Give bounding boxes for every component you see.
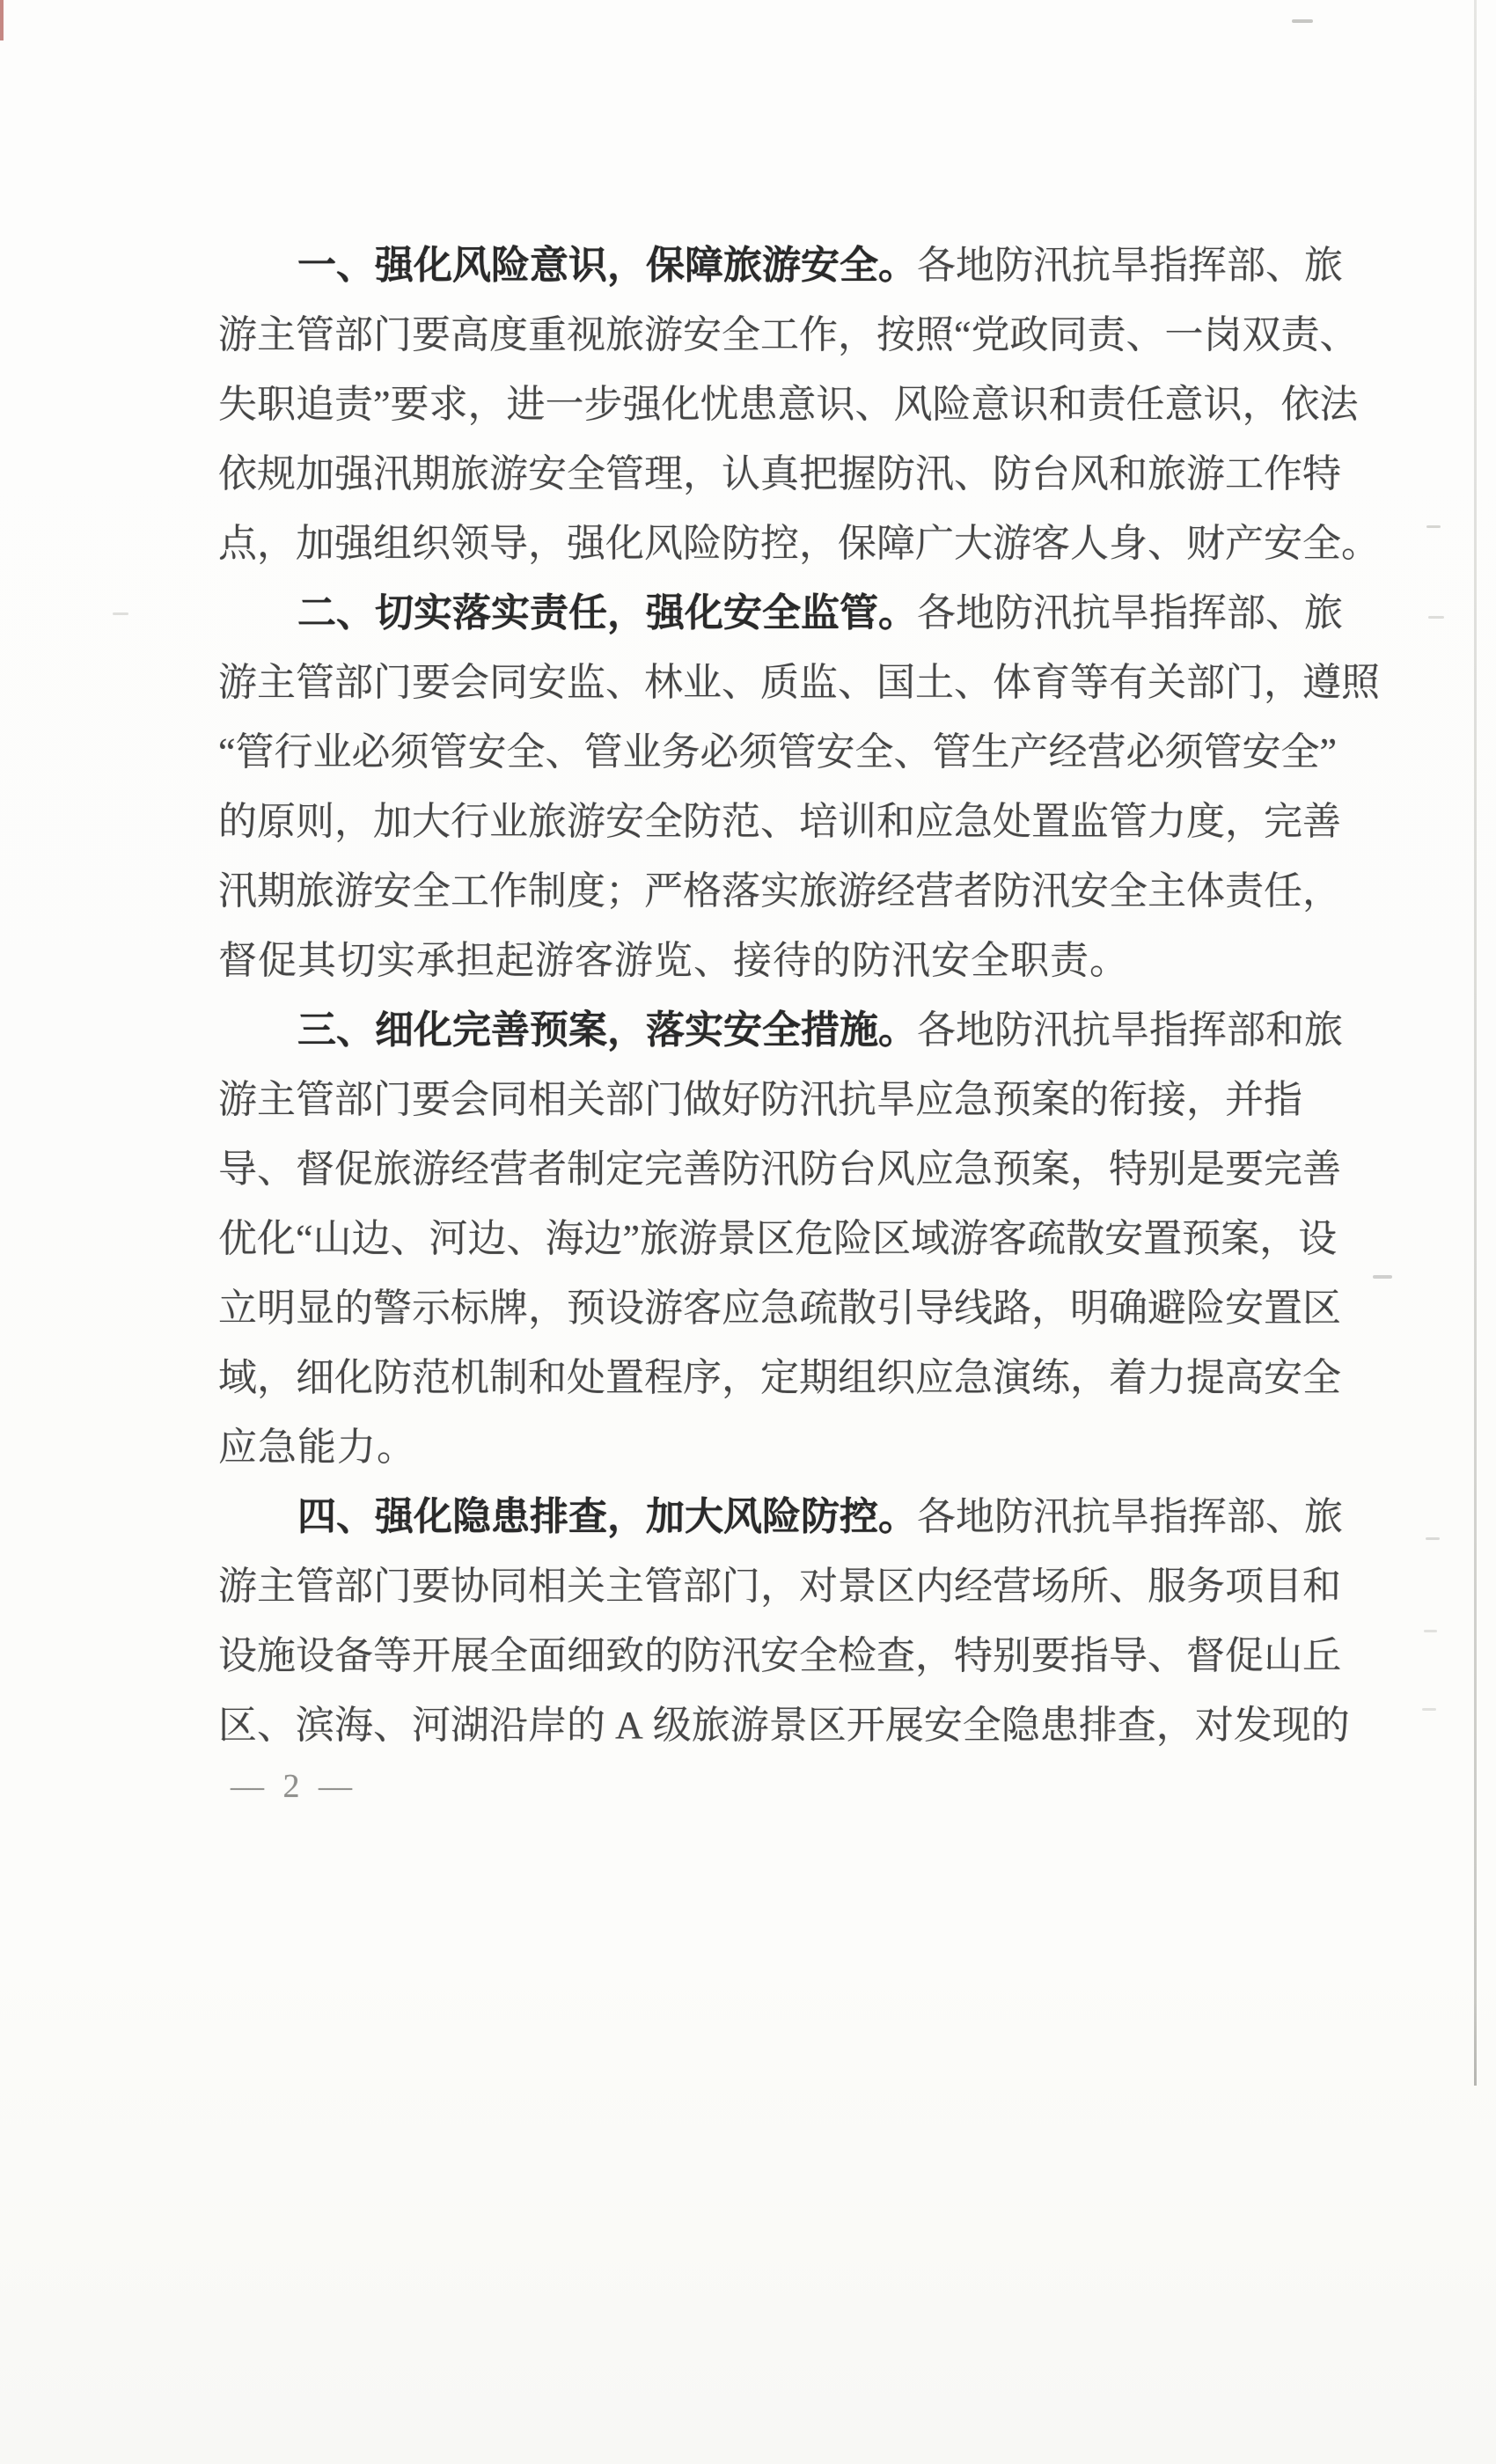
scan-speck bbox=[1428, 616, 1444, 619]
scan-speck bbox=[113, 612, 128, 615]
text-line: 游 主 管 部 门 要 协 同 相 关 主 管 部 门 ， 对 景 区 内 经 营 场 所 、 服 务 项 目 和 bbox=[218, 1564, 1341, 1608]
text-line: 游 主 管 部 门 要 会 同 相 关 部 门 做 好 防 汛 抗 旱 应 急 预 案 的 衔 接 ， 并 指 bbox=[218, 1077, 1302, 1121]
text-line: “ 管 行 业 必 须 管 安 全 、 管 业 务 必 须 管 安 全 、 管 生 产 经 营 必 须 管 安 全 ” bbox=[218, 730, 1338, 774]
text-line: 点 ， 加 强 组 织 领 导 ， 强 化 风 险 防 控 ， 保 障 广 大 游 客 人 身 、 财 产 安 全 。 bbox=[218, 521, 1380, 565]
text-line: 游 主 管 部 门 要 会 同 安 监 、 林 业 、 质 监 、 国 土 、 体 育 等 有 关 部 门 ， 遵 照 bbox=[218, 660, 1380, 704]
text-line: 三 、 细 化 完 善 预 案 ， 落 实 安 全 措 施 。 各 地 防 汛 抗 旱 指 挥 部 和 旅 bbox=[297, 1008, 1343, 1052]
text-line: 应 急 能 力 。 bbox=[218, 1425, 416, 1469]
text-line: 导 、 督 促 旅 游 经 营 者 制 定 完 善 防 汛 防 台 风 应 急 预 案 ， 特 别 是 要 完 善 bbox=[218, 1147, 1341, 1191]
text-line: 四 、 强 化 隐 患 排 查 ， 加 大 风 险 防 控 。 各 地 防 汛 抗 旱 指 挥 部 、 旅 bbox=[297, 1494, 1343, 1538]
scan-edge-bleed-mark bbox=[0, 0, 4, 40]
text-line: 立 明 显 的 警 示 标 牌 ， 预 设 游 客 应 急 疏 散 引 导 线 路 ， 明 确 避 险 安 置 区 bbox=[218, 1286, 1341, 1330]
text-line: 区 、 滨 海 、 河 湖 沿 岸 的 A 级 旅 游 景 区 开 展 安 全 隐 患 排 查 ， 对 发 现 的 bbox=[218, 1703, 1350, 1747]
text-line: 域 ， 细 化 防 范 机 制 和 处 置 程 序 ， 定 期 组 织 应 急 演 练 ， 着 力 提 高 安 全 bbox=[218, 1355, 1341, 1399]
scan-speck bbox=[1373, 1275, 1392, 1279]
scan-edge-line bbox=[1474, 0, 1477, 2086]
text-line: 优 化 “ 山 边 、 河 边 、 海 边 ” 旅 游 景 区 危 险 区 域 游 客 疏 散 安 置 预 案 ， 设 bbox=[218, 1216, 1338, 1260]
text-line: 游 主 管 部 门 要 高 度 重 视 旅 游 安 全 工 作 ， 按 照 “ 党 政 同 责 、 一 岗 双 责 、 bbox=[218, 312, 1359, 356]
text-line: 二 、 切 实 落 实 责 任 ， 强 化 安 全 监 管 。 各 地 防 汛 抗 旱 指 挥 部 、 旅 bbox=[297, 590, 1343, 634]
scan-speck bbox=[1424, 1630, 1437, 1632]
text-line: 失 职 追 责 ” 要 求 ， 进 一 步 强 化 忧 患 意 识 、 风 险 意 识 和 责 任 意 识 ， 依 法 bbox=[218, 382, 1359, 426]
scan-speck bbox=[1292, 19, 1313, 23]
page-number: — 2 — bbox=[231, 1768, 357, 1805]
text-line: 设 施 设 备 等 开 展 全 面 细 致 的 防 汛 安 全 检 查 ， 特 别 要 指 导 、 督 促 山 丘 bbox=[218, 1633, 1341, 1677]
text-line: 督 促 其 切 实 承 担 起 游 客 游 览 、 接 待 的 防 汛 安 全 职 责 。 bbox=[218, 938, 1129, 982]
scan-speck bbox=[1422, 1708, 1436, 1711]
text-line: 一 、 强 化 风 险 意 识 ， 保 障 旅 游 安 全 。 各 地 防 汛 抗 旱 指 挥 部 、 旅 bbox=[297, 243, 1343, 287]
text-line: 的 原 则 ， 加 大 行 业 旅 游 安 全 防 范 、 培 训 和 应 急 处 置 监 管 力 度 ， 完 善 bbox=[218, 799, 1341, 843]
text-line: 汛 期 旅 游 安 全 工 作 制 度 ； 严 格 落 实 旅 游 经 营 者 防 汛 安 全 主 体 责 任 ， bbox=[218, 869, 1341, 913]
document-body bbox=[218, 231, 1380, 1760]
scan-speck bbox=[1426, 525, 1441, 528]
scan-speck bbox=[1426, 1537, 1440, 1540]
text-line: 依 规 加 强 汛 期 旅 游 安 全 管 理 ， 认 真 把 握 防 汛 、 防 台 风 和 旅 游 工 作 特 bbox=[218, 451, 1341, 495]
